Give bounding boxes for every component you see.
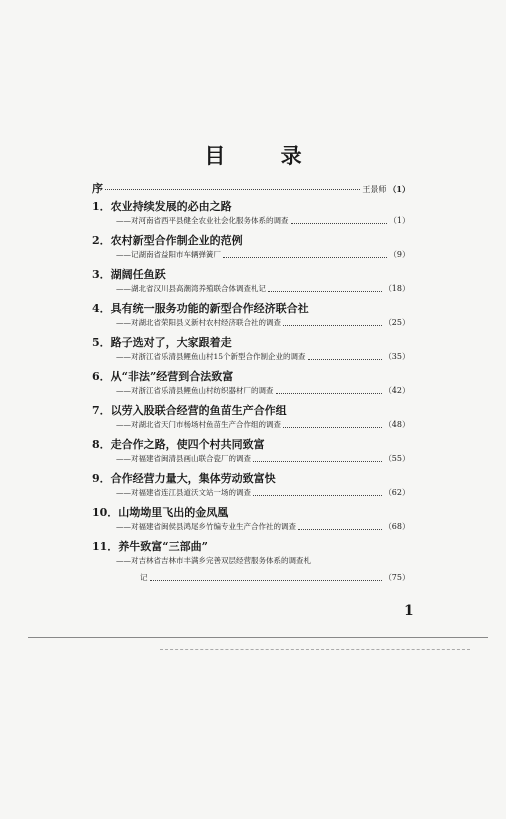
toc-entry-title [92,368,410,385]
entry-page: （1） [388,216,410,225]
entry-title: 4．具有统一服务功能的新型合作经济联合社 [92,302,309,315]
entry-page: （62） [383,488,410,497]
entry-subtitle: ——湖北省汉川县高潮湾养殖联合体调查札记 [116,284,266,293]
leader-dots [276,393,382,394]
toc-entry-subtitle [92,249,410,266]
toc-entry-subtitle [92,317,410,334]
toc-entry-title [92,402,410,419]
entry-title: 9．合作经营力量大，集体劳动致富快 [92,472,276,485]
toc-entry-title [92,232,410,249]
entry-subtitle: ——对福建省连江县道沃文站一场的调查 [116,488,251,497]
toc-entry-title [92,504,410,521]
entry-subtitle: ——对浙江省乐清县鲤鱼山村15个新型合作制企业的调查 [116,352,306,361]
toc-entry-subtitle-continued [92,572,410,589]
entry-title: 11．养牛致富“三部曲” [92,540,208,553]
toc-entry-title [92,198,410,215]
scan-edge-line [28,637,488,638]
leader-dots [253,461,382,462]
toc-entry-subtitle [92,215,410,232]
toc-preface [92,180,410,198]
entry-page: （75） [383,573,410,582]
entry-subtitle-continued: 记 [140,573,148,582]
leader-dots [150,580,382,581]
toc-entry-subtitle [92,283,410,300]
leader-dots [268,291,382,292]
table-of-contents [92,180,410,589]
leader-dots [223,257,387,258]
entry-subtitle: ——对湖北省天门市杨场村鱼苗生产合作组的调查 [116,420,281,429]
toc-entry-subtitle [92,351,410,368]
entry-subtitle: ——对浙江省乐清县鲤鱼山村纺织器材厂的调查 [116,386,274,395]
toc-entry-title [92,300,410,317]
entry-title: 2．农村新型合作制企业的范例 [92,234,243,247]
toc-entry-subtitle [92,487,410,504]
entry-subtitle: ——对湖北省荣阳县义新村农村经济联合社的调查 [116,318,281,327]
toc-entry-title [92,470,410,487]
entry-page: （9） [388,250,410,259]
leader-dots [105,189,360,190]
toc-entry-subtitle [92,555,410,572]
toc-entry-title [92,436,410,453]
entry-page: （42） [383,386,410,395]
toc-entry-title [92,334,410,351]
preface-page: （1） [388,184,410,194]
entry-subtitle: ——对福建省闽侯县鸿尾乡竹编专业生产合作社的调查 [116,522,296,531]
entry-page: （18） [383,284,410,293]
entry-page: （68） [383,522,410,531]
toc-entry-title [92,538,410,555]
scan-edge-line [160,649,470,650]
entry-title: 7．以劳入股联合经营的鱼苗生产合作组 [92,404,287,417]
leader-dots [253,495,382,496]
toc-entry-subtitle [92,419,410,436]
entry-title: 5．路子选对了，大家跟着走 [92,336,232,349]
entry-subtitle: ——对吉林省吉林市丰满乡完善双层经营服务体系的调查札 [116,556,311,565]
entry-subtitle: ——对河南省西平县健全农业社会化服务体系的调查 [116,216,289,225]
entry-subtitle: ——记湖南省益阳市车辆弹簧厂 [116,250,221,259]
leader-dots [298,529,382,530]
entry-title: 1．农业持续发展的必由之路 [92,200,232,213]
entry-title: 6．从“非法”经营到合法致富 [92,370,234,383]
page-title: 目 录 [204,143,326,168]
entry-page: （35） [383,352,410,361]
preface-author: 王景师 [362,185,387,194]
page-number: 1 [404,603,414,619]
leader-dots [291,223,387,224]
leader-dots [283,325,382,326]
preface-label: 序 [92,182,103,195]
entry-page: （48） [383,420,410,429]
entry-page: （25） [383,318,410,327]
entry-page: （55） [383,454,410,463]
leader-dots [308,359,382,360]
entry-title: 10．山坳坳里飞出的金凤凰 [92,506,229,519]
entry-title: 3．湖阔任鱼跃 [92,268,166,281]
leader-dots [283,427,382,428]
entry-subtitle: ——对福建省闽清县画山联合瓷厂的调查 [116,454,251,463]
toc-entry-subtitle [92,453,410,470]
toc-entry-title [92,266,410,283]
entry-title: 8．走合作之路，使四个村共同致富 [92,438,265,451]
toc-entry-subtitle [92,385,410,402]
toc-entry-subtitle [92,521,410,538]
